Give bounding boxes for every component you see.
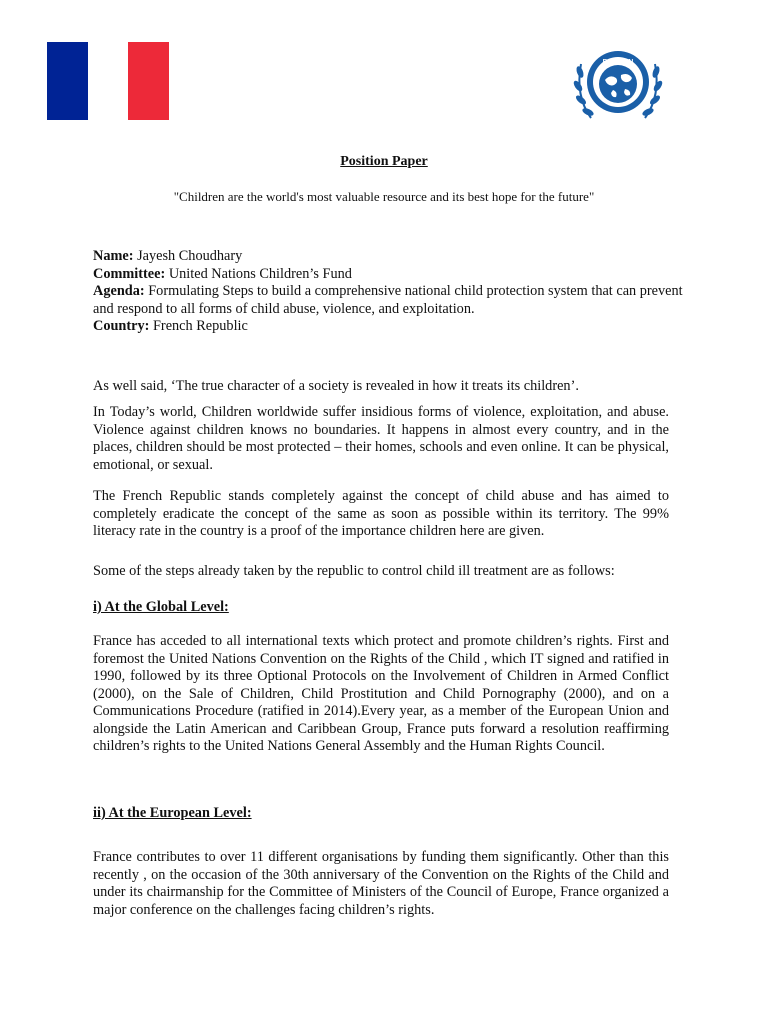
page-title: Position Paper [340, 154, 428, 169]
committee-label: Committee: [93, 265, 166, 282]
paragraph-text: France contributes to over 11 different organisations by funding them significantly. Other than this recently , on the occasion of the 30th anniversary of the Convention on the Rights of the Child and under its chairmanship for the Committee of Ministers of the Council of Europe, France organized a major conference on the challenges facing children’s rights. [93, 849, 669, 918]
paragraph-global [93, 633, 669, 756]
mun-logo-icon [571, 42, 665, 128]
flag-red-stripe [128, 42, 169, 120]
name-label: Name: [93, 248, 134, 264]
committee-value: United Nations Children’s Fund [165, 265, 352, 282]
paragraph-text: As well said, ‘The true character of a society is revealed in how it treats its children’. [93, 378, 579, 394]
paragraph-text: Some of the steps already taken by the republic to control child ill treatment are as follows: [93, 563, 615, 579]
logo-text: BYCMUN [602, 59, 634, 66]
flag-blue-stripe [47, 42, 88, 120]
paragraph-french-republic [93, 488, 669, 541]
committee-line [93, 266, 683, 284]
name-value: Jayesh Choudhary [133, 248, 243, 264]
paragraph-text: In Today’s world, Children worldwide suffer insidious forms of violence, exploitation, and abuse. Violence against children knows no boundaries. It happens in almost every country, and in the places, children should be most protected – their homes, schools and even online. It can be physical, emotional, or sexual. [93, 404, 669, 473]
paragraph-intro [93, 378, 669, 396]
agenda-line [93, 283, 683, 318]
country-value: French Republic [149, 318, 248, 334]
heading-european-level: ii) At the European Level: [93, 805, 252, 821]
page-quote: "Children are the world's most valuable resource and its best hope for the future" [173, 189, 595, 204]
agenda-label: Agenda: [93, 283, 145, 299]
country-label: Country: [93, 318, 150, 334]
paragraph-european [93, 849, 669, 919]
paragraph-text: The French Republic stands completely against the concept of child abuse and has aimed to completely eradicate the concept of the same as soon as possible within its territory. The 99% literacy rate in the country is a proof of the importance children here are given. [93, 488, 669, 539]
country-line [93, 318, 683, 336]
agenda-value: Formulating Steps to build a comprehensive national child protection system that can prevent and respond to all forms of child abuse, violence, and exploitation. [93, 283, 683, 317]
flag-white-stripe [88, 42, 129, 120]
france-flag [47, 42, 169, 120]
name-line [93, 248, 683, 266]
paragraph-steps [93, 563, 669, 581]
paragraph-world [93, 404, 669, 474]
delegate-info [93, 248, 683, 336]
paragraph-text: France has acceded to all international texts which protect and promote children’s rights. First and foremost the United Nations Convention on the Rights of the Child , which IT signed and ratified in 1990, followed by its three Optional Protocols on the Involvement of Children in Armed Conflict (2000), on the Sale of Children, Child Prostitution and Child Pornography (2000), and on a Communications Procedure (ratified in 2014).Every year, as a member of the European Union and alongside the Latin American and Caribbean Group, France puts forward a resolution reaffirming children’s rights to the United Nations General Assembly and the Human Rights Council. [93, 633, 669, 754]
heading-global-level: i) At the Global Level: [93, 599, 229, 615]
